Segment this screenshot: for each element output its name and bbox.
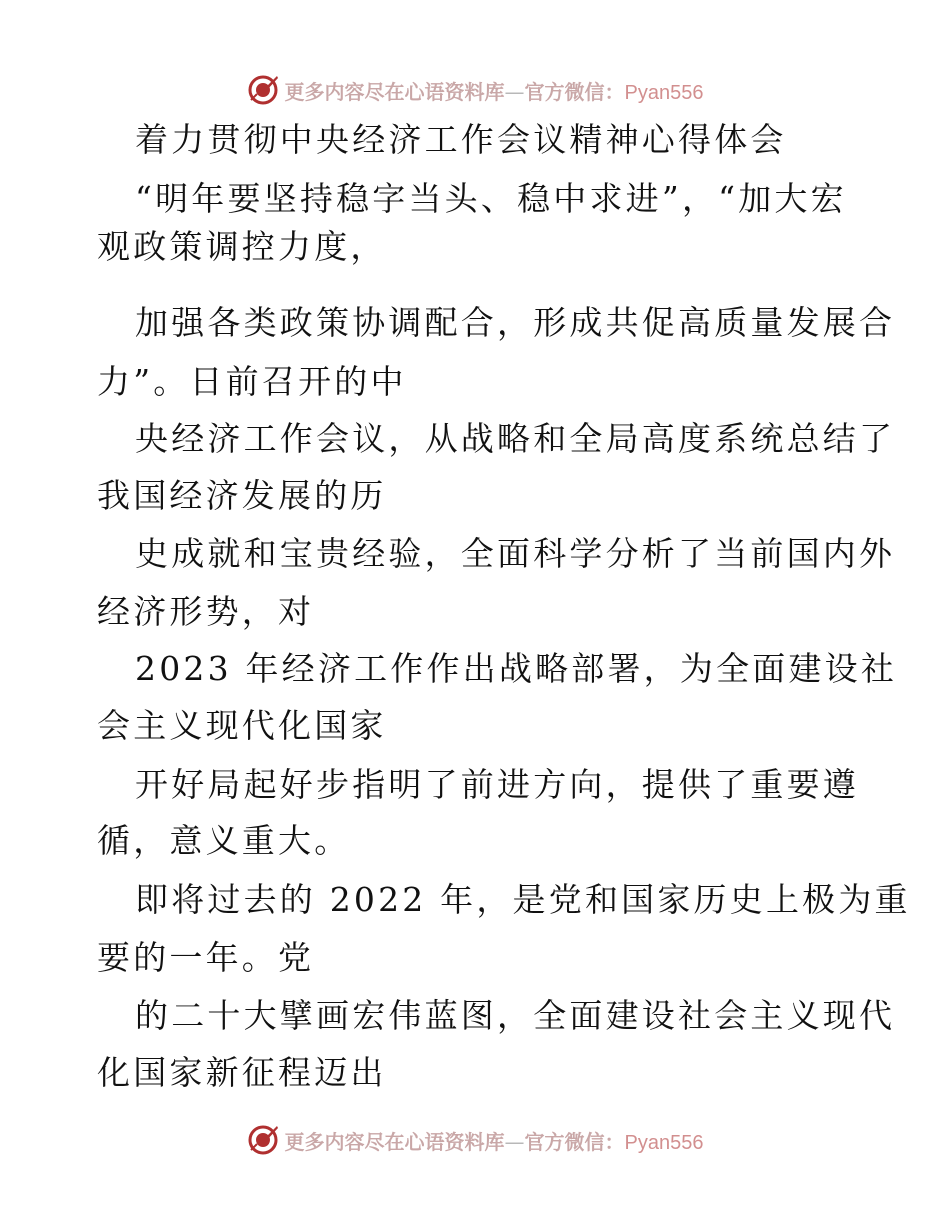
paragraph-line: 开好局起好步指明了前进方向，提供了重要遵 bbox=[135, 765, 859, 804]
watermark-text bbox=[285, 1126, 704, 1155]
header-watermark bbox=[0, 70, 950, 110]
paragraph-line: 观政策调控力度， bbox=[97, 227, 387, 266]
paragraph-line: 的二十大擘画宏伟蓝图，全面建设社会主义现代 bbox=[135, 996, 896, 1035]
paragraph-line: 我国经济发展的历 bbox=[97, 476, 387, 515]
watermark-brand: 更多内容尽在心语资料库 bbox=[284, 1129, 505, 1154]
watermark-id: Pyan556 bbox=[624, 1131, 704, 1154]
footer-watermark bbox=[0, 1120, 950, 1160]
watermark-label: 官方微信： bbox=[524, 79, 625, 104]
paragraph-line: 央经济工作会议，从战略和全局高度系统总结了 bbox=[135, 419, 896, 458]
paragraph-line: 循，意义重大。 bbox=[97, 821, 351, 860]
paragraph-line: 化国家新征程迈出 bbox=[97, 1053, 387, 1092]
watermark-label: 官方微信： bbox=[524, 1129, 625, 1154]
paragraph-line: 加强各类政策协调配合，形成共促高质量发展合 bbox=[135, 303, 896, 342]
pen-logo-icon bbox=[247, 1124, 279, 1156]
paragraph-line: 会主义现代化国家 bbox=[97, 706, 387, 745]
watermark-brand: 更多内容尽在心语资料库 bbox=[284, 79, 505, 104]
watermark-text bbox=[285, 76, 704, 105]
watermark-separator: — bbox=[504, 1129, 525, 1154]
paragraph-line: 即将过去的 2022 年，是党和国家历史上极为重 bbox=[135, 880, 911, 919]
document-title: 着力贯彻中央经济工作会议精神心得体会 bbox=[135, 120, 787, 159]
watermark-separator: — bbox=[504, 79, 525, 104]
paragraph-line: 2023 年经济工作作出战略部署，为全面建设社 bbox=[135, 649, 898, 688]
paragraph-line: 经济形势，对 bbox=[97, 592, 315, 631]
paragraph-line: 要的一年。党 bbox=[97, 938, 315, 977]
paragraph-line: “明年要坚持稳字当头、稳中求进”，“加大宏 bbox=[135, 179, 847, 218]
watermark-id: Pyan556 bbox=[624, 81, 704, 104]
pen-logo-icon bbox=[247, 74, 279, 106]
paragraph-line: 史成就和宝贵经验，全面科学分析了当前国内外 bbox=[135, 534, 896, 573]
paragraph-line: 力”。日前召开的中 bbox=[97, 362, 407, 401]
